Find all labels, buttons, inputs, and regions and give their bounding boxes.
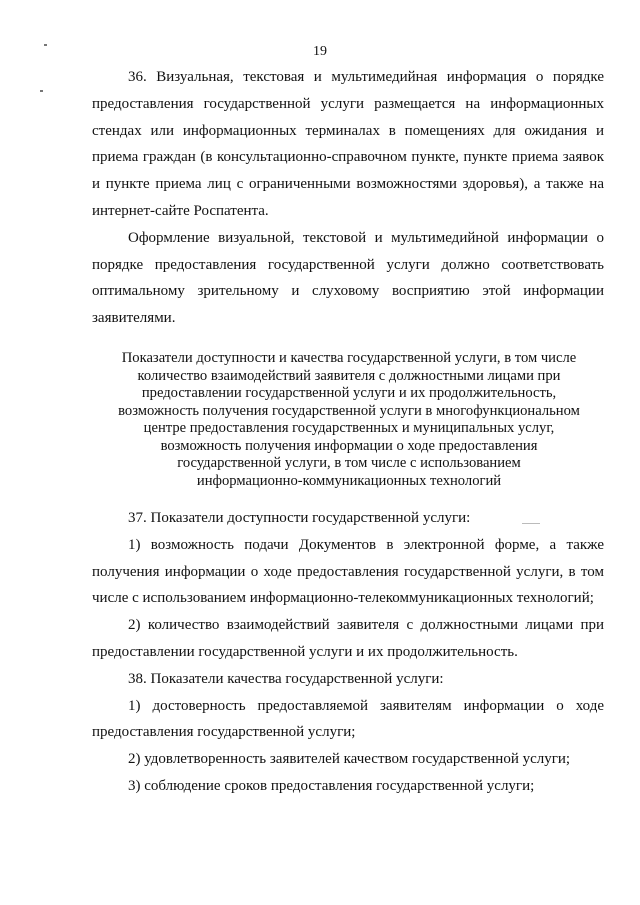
heading-line: государственной услуги, в том числе с использованием	[177, 455, 521, 471]
paragraph-38-item-2: 2) удовлетворенность заявителей качеством государственной услуги;	[128, 751, 571, 768]
heading-line: Показатели доступности и качества государственной услуги, в том числе	[121, 350, 577, 366]
heading-line: центре предоставления государственных и муниципальных услуг,	[143, 420, 555, 436]
paragraph-38-item-1: 1) достоверность предоставляемой заявителям информации о ходе предоставления государственной услуги;	[92, 697, 604, 741]
heading-line: возможность получения государственной услуги в многофункциональном	[118, 402, 580, 419]
heading-line: информационно-коммуникационных технологий	[196, 472, 502, 489]
heading-line: предоставлении государственной услуги и их продолжительность,	[141, 385, 557, 401]
paragraph-37-item-1: 1) возможность подачи Документов в электронной форме, а также получения информации о ходе предоставления государственной услуги, в том числе с использованием информационно-телекоммуникационных технологий;	[92, 536, 604, 607]
bottom-paragraphs	[92, 505, 604, 800]
paragraph-38: 38. Показатели качества государственной услуги:	[128, 670, 444, 687]
heading-line: возможность получения информации о ходе предоставления	[160, 437, 538, 454]
paragraph-36-design: Оформление визуальной, текстовой и мультимедийной информации о порядке предоставления государственной услуги должно соответствовать оптимальному зрительному и слуховому восприятию этой информации заявителями.	[92, 229, 604, 327]
paragraph-37: 37. Показатели доступности государственной услуги:	[128, 510, 471, 526]
paragraph-37-item-2: 2) количество взаимодействий заявителя с должностными лицами при предоставлении государственной услуги и их продолжительность.	[92, 617, 604, 660]
top-paragraphs	[92, 64, 604, 332]
paragraph-38-item-3: 3) соблюдение сроков предоставления государственной услуги;	[128, 777, 535, 794]
page-number: 19	[313, 44, 327, 59]
scan-mark	[44, 44, 47, 46]
paragraph-36: 36. Визуальная, текстовая и мультимедийная информация о порядке предоставления государственной услуги размещается на информационных стендах или информационных терминалах в помещениях для ожидания и приема граждан (в консультационно-справочном пункте, пункте приема заявок и пункте приема лиц с ограниченными возможностями здоровья), а также на интернет-сайте Роспатента.	[92, 69, 604, 219]
section-heading	[100, 350, 598, 490]
scan-mark	[40, 90, 43, 92]
heading-line: количество взаимодействий заявителя с должностными лицами при	[137, 367, 561, 384]
